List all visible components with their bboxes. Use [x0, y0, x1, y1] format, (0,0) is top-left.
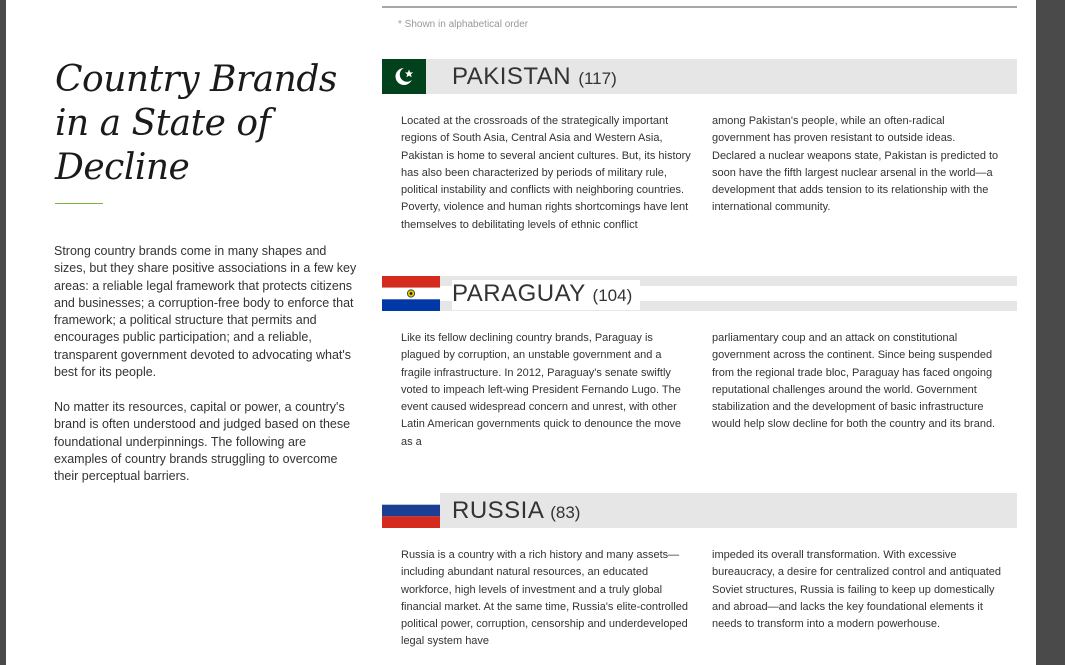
country-heading-paraguay [452, 280, 640, 310]
country-heading-russia [452, 497, 580, 527]
paraguay-text-right: parliamentary coup and an attack on constitutional government across the continent. Since being suspended from the regional trade bloc, Paraguay has faced ongoing reputational challenges around the world. Government stabilization and the development of basic infrastructure would help slow decline for both the country and its brand. [712, 332, 996, 431]
pakistan-text-left: Located at the crossroads of the strategically important regions of South Asia, Central Asia and Western Asia, Pakistan is home to several ancient cultures. But, its history has also been characterized by periods of military rule, political instability and conflicts with neighboring countries. Poverty, violence and human rights shortcomings have lent themselves to debilitating levels of ethnic conflict [401, 115, 691, 231]
country-name: PARAGUAY [452, 280, 586, 307]
russia-text-right: impeded its overall transformation. With excessive bureaucracy, a desire for centralized control and antiquated Soviet structures, Russia is failing to keep up domestically and abroad—and lacks the key foundational elements it needs to transform into a modern powerhouse. [712, 549, 1002, 631]
page-edge-right [1036, 0, 1065, 665]
russia-flag-icon [382, 493, 440, 528]
intro-paragraph-1: Strong country brands come in many shapes and sizes, but they share positive associations in a few key areas: a reliable legal framework that protects citizens and businesses; a corruption-free body to enforce that framework; a political structure that permits and encourages public participation; and a reliable, transparent government devoted to advocating what's best for its people. [54, 244, 357, 380]
pakistan-text-right: among Pakistan's people, while an often-radical government has proven resistant to outside ideas. Declared a nuclear weapons state, Pakistan is predicted to soon have the fifth largest nuclear arsenal in the world—a development that adds tension to its relationship with the international community. [712, 115, 999, 214]
pakistan-flag-icon [382, 59, 426, 94]
country-name: PAKISTAN [452, 63, 572, 90]
country-rank: (83) [550, 503, 581, 522]
country-name: RUSSIA [452, 497, 544, 524]
top-divider [382, 6, 1017, 8]
country-rank: (104) [592, 286, 633, 305]
country-heading-pakistan [452, 63, 617, 93]
paraguay-flag-icon [382, 276, 440, 311]
page-edge-left [0, 0, 6, 665]
page-title: Country Brands in a State of Decline [55, 59, 337, 188]
intro-paragraph-2: No matter its resources, capital or power, a country's brand is often understood and judged based on these foundational underpinnings. The following are examples of country brands struggling to overcome their perceptual barriers. [54, 400, 351, 484]
paraguay-text-left: Like its fellow declining country brands, Paraguay is plagued by corruption, an unstable government and a fragile infrastructure. In 2012, Paraguay's senate swiftly voted to impeach left-wing President Fernando Lugo. The event caused widespread concern and unrest, with other Latin American governments quick to denounce the move as a [401, 332, 682, 448]
country-rank: (117) [578, 69, 617, 88]
country-header-pakistan [382, 59, 1017, 94]
title-underline [55, 203, 103, 204]
sort-note: * Shown in alphabetical order [398, 19, 529, 30]
country-header-russia [382, 493, 1017, 528]
russia-text-left: Russia is a country with a rich history and many assets—including abundant natural resources, an educated workforce, high levels of investment and a truly global financial market. At the same time, Russia's elite-controlled political power, corruption, censorship and underdeveloped legal system have [401, 549, 688, 648]
country-header-paraguay [382, 276, 1017, 311]
